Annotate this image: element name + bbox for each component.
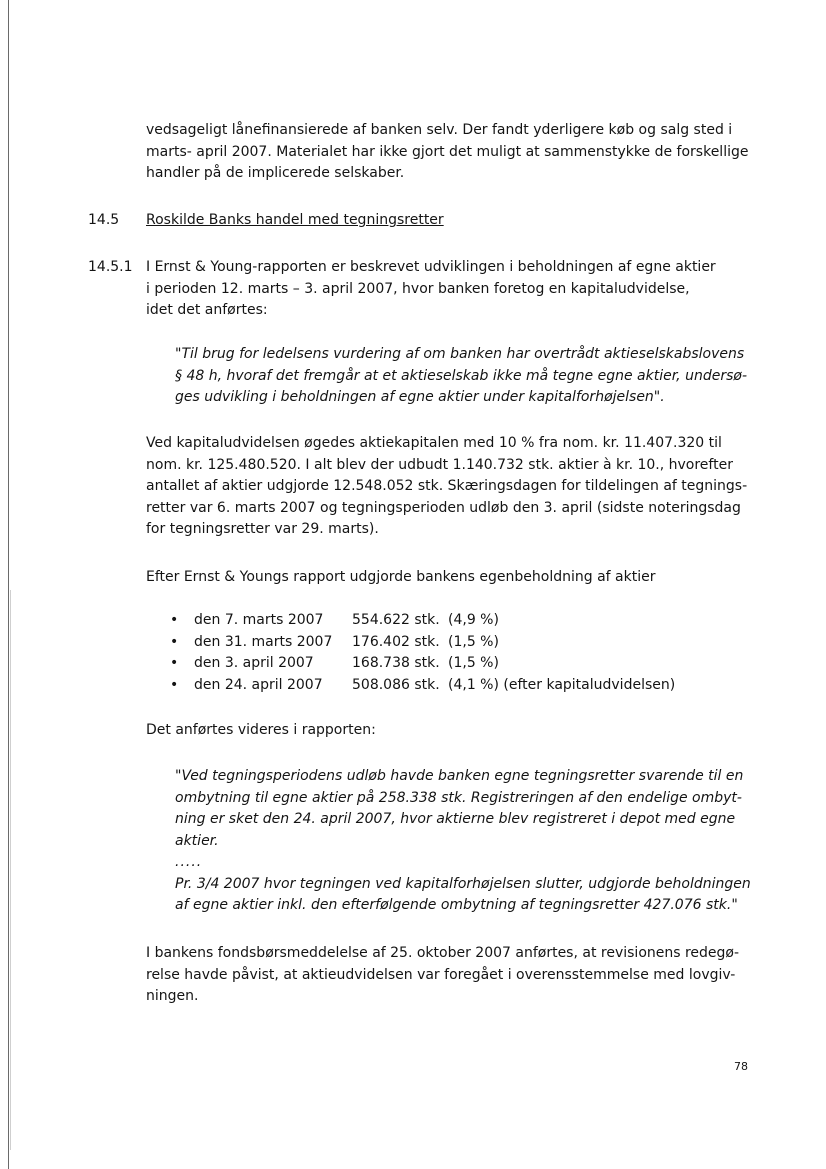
text-line: retter var 6. marts 2007 og tegningsperioden udløb den 3. april (sidste noteringsdag xyxy=(146,499,741,516)
holding-count: 168.738 stk. xyxy=(352,655,440,671)
quote-line: Pr. 3/4 2007 hvor tegningen ved kapitalforhøjelsen slutter, udgjorde beholdningen xyxy=(175,875,751,892)
text-line: ningen. xyxy=(146,988,199,1004)
text-line: vedsageligt lånefinansierede af banken selv. Der fandt yderligere køb og salg sted i xyxy=(146,122,733,138)
holding-percent: (1,5 %) xyxy=(448,633,499,650)
holding-count: 508.086 stk. xyxy=(352,676,440,693)
capital-paragraph xyxy=(146,433,754,541)
text-line: handler på de implicerede selskaber. xyxy=(146,165,405,181)
quote-block-1 xyxy=(175,344,755,409)
further-paragraph: Det anførtes videres i rapporten: xyxy=(146,722,376,738)
holding-count: 554.622 stk. xyxy=(352,612,440,628)
holding-date: den 7. marts 2007 xyxy=(194,612,324,628)
text-line: marts- april 2007. Materialet har ikke gjort det muligt at sammenstykke de forskellige xyxy=(146,143,749,160)
bullet-icon: • xyxy=(170,633,179,650)
quote-line: af egne aktier inkl. den efterfølgende ombytning af tegningsretter 427.076 stk." xyxy=(175,897,738,913)
text-line: idet det anførtes: xyxy=(146,302,268,318)
text-line: I Ernst & Young-rapporten er beskrevet udviklingen i beholdningen af egne aktier xyxy=(146,259,716,275)
quote-line: ombytning til egne aktier på 258.338 stk. Registreringen af den endelige ombyt- xyxy=(175,789,742,806)
holding-percent: (4,9 %) xyxy=(448,612,499,628)
scan-edge-line-faint xyxy=(10,590,11,1150)
quote-line: "Til brug for ledelsens vurdering af om banken har overtrådt aktieselskabslovens xyxy=(175,346,745,362)
subsection-number: 14.5.1 xyxy=(88,259,133,275)
quote-block-2 xyxy=(175,766,755,917)
holding-paragraph: Efter Ernst & Youngs rapport udgjorde bankens egenbeholdning af aktier xyxy=(146,569,656,585)
quote-line: "Ved tegningsperiodens udløb havde banken egne tegningsretter svarende til en xyxy=(175,768,744,784)
section-heading xyxy=(146,210,754,232)
text-line: I bankens fondsbørsmeddelelse af 25. oktober 2007 anførtes, at revisionens redegø- xyxy=(146,945,740,961)
bullet-icon: • xyxy=(170,655,179,671)
intro-paragraph xyxy=(146,120,754,185)
section-title: Roskilde Banks handel med tegningsretter xyxy=(146,212,444,228)
text-line: antallet af aktier udgjorde 12.548.052 stk. Skæringsdagen for tildelingen af tegnings- xyxy=(146,478,748,494)
holding-count: 176.402 stk. xyxy=(352,633,440,650)
holding-date: den 31. marts 2007 xyxy=(194,633,333,650)
text-line: Ved kapitaludvidelsen øgedes aktiekapitalen med 10 % fra nom. kr. 11.407.320 til xyxy=(146,435,722,451)
final-paragraph xyxy=(146,943,754,1008)
holding-percent: (1,5 %) xyxy=(448,655,499,671)
quote-line: ges udvikling i beholdningen af egne aktier under kapitalforhøjelsen". xyxy=(175,389,665,405)
text-line: relse havde påvist, at aktieudvidelsen var foregået i overensstemmelse med lovgiv- xyxy=(146,966,736,983)
text-line: i perioden 12. marts – 3. april 2007, hvor banken foretog en kapitaludvidelse, xyxy=(146,280,690,297)
quote-line: § 48 h, hvoraf det fremgår at et aktieselskab ikke må tegne egne aktier, undersø- xyxy=(175,367,747,384)
holding-date: den 24. april 2007 xyxy=(194,676,323,693)
quote-ellipsis: ..... xyxy=(175,854,203,870)
subsection-paragraph xyxy=(146,257,754,322)
bullet-icon: • xyxy=(170,612,179,628)
holding-date: den 3. april 2007 xyxy=(194,655,314,671)
text-line: nom. kr. 125.480.520. I alt blev der udbudt 1.140.732 stk. aktier à kr. 10., hvorefter xyxy=(146,456,733,473)
page-number: 78 xyxy=(734,1060,748,1073)
bullet-icon: • xyxy=(170,676,179,693)
quote-line: ning er sket den 24. april 2007, hvor aktierne blev registreret i depot med egne xyxy=(175,811,736,827)
section-number: 14.5 xyxy=(88,212,120,228)
quote-line: aktier. xyxy=(175,832,219,849)
holding-percent: (4,1 %) (efter kapitaludvidelsen) xyxy=(448,676,676,693)
text-line: for tegningsretter var 29. marts). xyxy=(146,521,379,537)
scan-edge-line xyxy=(8,0,9,1169)
